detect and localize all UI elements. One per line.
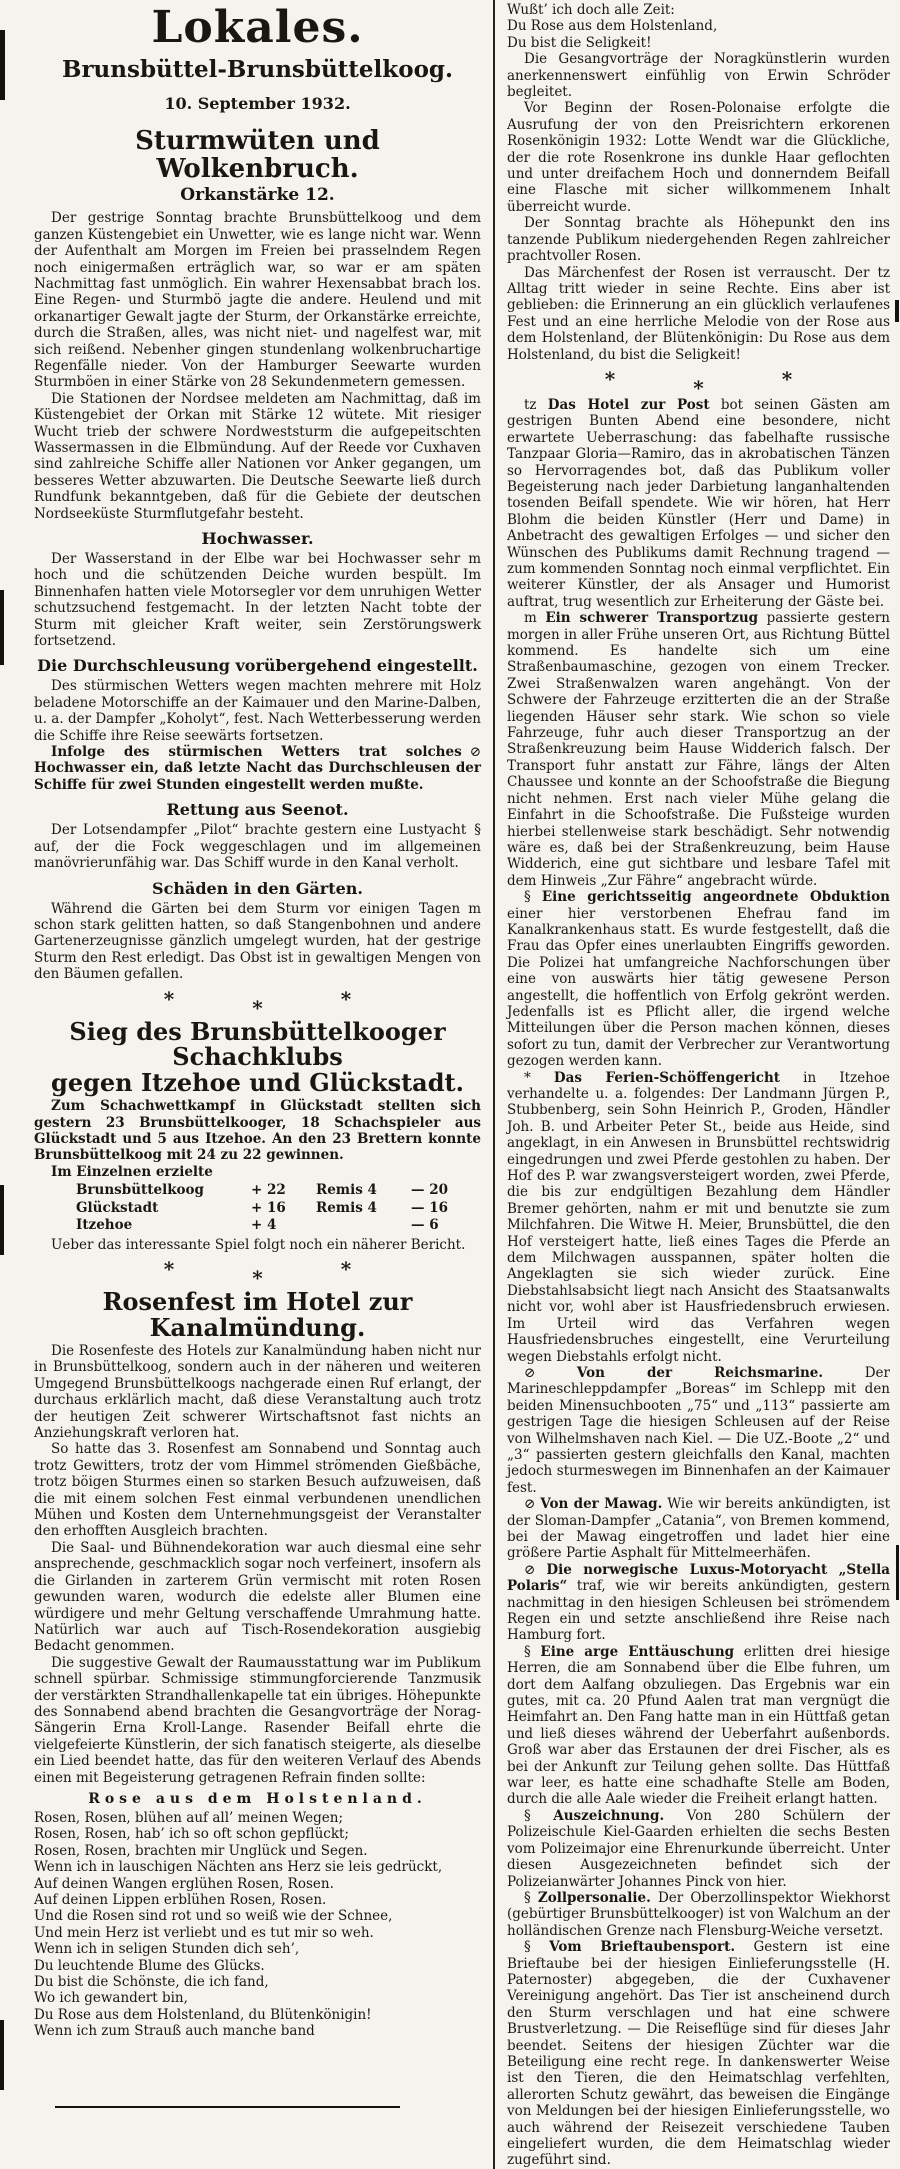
paragraph: § Der Lotsendampfer „Pilot“ brachte gestern eine Lustyacht auf, der die Fock weggeschlagen und im allgemeinen manövrierunfähig war. Das Schiff wurde in den Kanal verholt. [34, 822, 481, 872]
poem-line: Du Rose aus dem Holstenland, [507, 18, 718, 35]
table-row [34, 1200, 481, 1218]
draws: Remis 4 [316, 1199, 377, 1216]
asterisk: * [163, 1257, 175, 1282]
table-row [34, 1182, 481, 1200]
poem-line: Wußt’ ich doch alle Zeit: [507, 2, 675, 18]
poem-line: Wenn ich zum Strauß auch manche band [34, 2023, 315, 2040]
storm-subhead: Orkanstärke 12. [180, 185, 335, 206]
item-text: passierte gestern morgen in aller Frühe unseren Ort, aus Richtung Büttel kommend. Es handelte sich um eine Straßenbaumaschine, gezogen von einem Trecker. Zwei Straßenwalzen waren angehängt. Von der Schwere der Fahrzeuge erzitterten die an der Straße liegenden Häuser sehr stark. Wie schon so viele Fahrzeuge, fuhr auch dieser Transportzug an der Straßenkreuzung beim Hause Widderich falsch. Der Transport fuhr anstatt zur Fähre, längs der Alten Chaussee und konnte an der Schoofstraße die Biegung nicht nehmen. Erst nach vieler Mühe gelang die Einfahrt in die Schoofstraße. Die Fußsteige wurden hierbei stellenweise stark beschädigt. Sehr notwendig wäre es, daß bei der Straßenkreuzung, beim Hause Widderich, eine gut sichtbare und lesbare Tafel mit dem Hinweis „Zur Fähre“ angebracht würde. [507, 610, 890, 889]
scan-artifact [0, 2020, 4, 2090]
paragraph: Ueber das interessante Spiel folgt noch ein näherer Bericht. [51, 1236, 466, 1253]
poem-line: Du Rose aus dem Holstenland, du Blütenkönigin! [34, 2006, 372, 2023]
item-lead: Das Ferien-Schöffengericht [553, 1069, 781, 1086]
item-sign: § [524, 1643, 531, 1660]
wins: + 22 [251, 1182, 286, 1199]
paragraph: Vor Beginn der Rosen-Polonaise erfolgte die Ausrufung der von den Preisrichtern erkorenen Rosenkönigin 1932: Lotte Wendt war die Glückliche, der die rote Rosenkrone ins dunkle Haar geflochten und unter dreifachem Hoch und donnerndem Beifall eine Flasche mit sicher willkommenem Inhalt überreicht wurde. [507, 100, 890, 215]
item-text: Wie wir bereits ankündigten, ist der Sloman-Dampfer „Catania“, von Bremen kommend, bei der Mawag eingetroffen und ladet hier eine größere Partie Asphalt für Mittelmeerhäfen. [507, 1496, 890, 1562]
club-name: Glückstadt [76, 1199, 159, 1216]
item-lead: Auszeichnung. [553, 1807, 665, 1824]
item-sign: § [524, 889, 531, 906]
item-lead: Vom Brieftaubensport. [549, 1939, 736, 1956]
item-lead: Von der Mawag. [540, 1496, 663, 1513]
wins: + 16 [251, 1199, 286, 1216]
asterisk: * [340, 1257, 352, 1282]
asterisk: * [163, 986, 175, 1011]
news-item [507, 1365, 890, 1496]
poem-title: Rose aus dem Holstenland. [88, 1790, 427, 1807]
paragraph: Der gestrige Sonntag brachte Brunsbüttelkoog und dem ganzen Küstengebiet ein Unwetter, wie es lange nicht war. Wenn der Aufenthalt am Morgen im Freien bei prasselndem Regen noch einigermaßen erträglich war, so war er am späten Nachmittag fast unmöglich. Ein wahrer Hexensabbat brach los. Eine Regen- und Sturmbö jagte die andere. Heulend und mit orkanartiger Gewalt jagte der Sturm, der Orkanstärke erreichte, durch die Straßen, alles, was nicht niet- und nagelfest war, mit sich reißend. Nebenher gingen stundenlang wolkenbruchartige Regenfälle nieder. Von der Hamburger Seewarte wurden Sturmböen in einer Stärke von 28 Sekundenmetern gemessen. [34, 210, 481, 391]
asterisk: * [252, 995, 263, 1020]
table-row [34, 1217, 481, 1235]
paragraph: Die Saal- und Bühnendekoration war auch diesmal eine sehr ansprechende, geschmacklich sogar noch verfeinert, insofern als die Girlanden in zarterem Grün vermischt mit roten Rosen gewunden waren, wodurch die edelste aller Blumen eine würdigere und mehr Geltung verschaffende Umrahmung hatte. Natürlich war auch auf Tisch-Rosendekoration ausgiebig Bedacht genommen. [34, 1539, 481, 1655]
item-text: Von 280 Schülern der Polizeischule Kiel-Gaarden erhielten die sechs Besten vom Polizeimajor eine Ehrenurkunde überreicht. Unter diesen Ausgezeichneten befindet sich der Polizeianwärter Johannes Pinck von hier. [507, 1807, 890, 1890]
asterisk: * [781, 366, 793, 391]
poem-line: Wo ich gewandert bin, [34, 1990, 188, 2007]
chess-headline: Sieg des Brunsbüttelkooger Schachklubs gegen Itzehoe und Glückstadt. [51, 1016, 464, 1098]
paragraph: Die Stationen der Nordsee meldeten am Nachmittag, daß im Küstengebiet der Orkan mit Stärke 12 wütete. Mit riesiger Wucht trieb der schwere Nordweststurm die aufgepeitschten Wassermassen in die Elbmündung. Auf der Reede vor Cuxhaven sind zahlreiche Schiffe aller Nationen vor Anker gegangen, um besseres Wetter abzuwarten. Die Deutsche Seewarte ließ durch Rundfunk bekanntgeben, daß für die Gebiete der deutschen Nordseeküste Sturmflutgefahr besteht. [34, 390, 481, 522]
draws: Remis 4 [316, 1182, 377, 1199]
paragraph: Zum Schachwettkampf in Glückstadt stellten sich gestern 23 Brunsbüttelkooger, 18 Schachspieler aus Glückstadt und 5 aus Itzehoe. An den 23 Brettern konnte Brunsbüttelkoog mit 24 zu 22 gewinnen. [34, 1098, 481, 1164]
paragraph: Des stürmischen Wetters wegen machten mehrere mit Holz beladene Motorschiffe an der Kaimauer und den Marine-Dalben, u. a. der Dampfer „Koholyt“, fest. Nach Wetterbesserung werden die Schiffe ihre Reise seewärts fortsetzen. [34, 678, 481, 744]
club-name: Itzehoe [76, 1217, 133, 1234]
poem-line: Rosen, Rosen, blühen auf all’ meinen Wegen; [34, 1809, 344, 1826]
item-sign: § [524, 1807, 531, 1824]
paragraph: tz Das Märchenfest der Rosen ist verrauscht. Der Alltag tritt wieder in seine Rechte. Eins aber ist geblieben: die Erinnerung an ein glücklich verlaufenes Fest und an eine herrliche Melodie von der Rose aus dem Holstenland, der Blütenkönigin: Du Rose aus dem Holstenland, du bist die Seligkeit! [507, 264, 890, 363]
item-sign: ⊘ [524, 1364, 536, 1381]
wins: + 4 [251, 1217, 277, 1234]
asterisk-separator [34, 1257, 481, 1291]
correspondent-sign: ⊘ [469, 744, 481, 761]
rosenfest-headline: Rosenfest im Hotel zur Kanalmündung. [102, 1287, 413, 1343]
item-text: Der Oberzollinspektor Wiekhorst (gebürtiger Brunsbüttelkooger) ist von Walchum an der holländischen Grenze nach Flensburg-Weiche versetzt. [507, 1889, 891, 1939]
poem-line: Auf deinen Lippen erblühen Rosen, Rosen. [34, 1892, 327, 1909]
scan-artifact [0, 1185, 4, 1255]
storm-headline: Sturmwüten und Wolkenbruch. [135, 126, 380, 185]
draws [316, 1217, 411, 1235]
item-sign: m [524, 610, 537, 627]
news-item [507, 1644, 890, 1808]
scan-artifact [55, 2106, 400, 2108]
item-text: traf, wie wir bereits ankündigten, gestern nachmittag in den hiesigen Schleusen bei strömendem Regen ein und setzte anschließend ihre Reise nach Hamburg fort. [507, 1578, 890, 1644]
item-lead: Von der Reichsmarine. [576, 1364, 824, 1381]
item-sign: ⊘ [524, 1561, 536, 1578]
section-head-durchschleusung: Die Durchschleusung vorübergehend eingestellt. [37, 656, 478, 676]
item-lead: Eine gerichtsseitig angeordnete Obduktion [541, 889, 890, 906]
poem-line: Und die Rosen sind rot und so weiß wie der Schnee, [34, 1908, 393, 1925]
asterisk: * [252, 1266, 263, 1291]
paragraph: Die suggestive Gewalt der Raumausstattung war im Publikum schnell spürbar. Schmissige stimmungforcierende Tanzmusik der verstärkten Strandhallenkapelle tat ein übriges. Höhepunkte des Sonnabend abend brachten die Gesangvorträge der Norag-Sängerin Erna Kroll-Lange. Rasender Beifall ehrte die vielgefeierte Künstlerin, der sich fanatisch steigerte, als dieselbe ein Lied beendet hatte, das für den weiteren Verlauf des Abends einen mit Begeisterung getragenen Refrain finden sollte: [34, 1654, 481, 1786]
chess-results-table [34, 1182, 481, 1235]
item-sign: tz [524, 396, 537, 413]
news-item [507, 610, 890, 889]
poem-line: Und mein Herz ist verliebt und es tut mir so weh. [34, 1924, 374, 1941]
poem-line: Du bist die Schönste, die ich fand, [34, 1974, 269, 1991]
paragraph: Der Sonntag brachte als Höhepunkt den ins tanzende Publikum niedergehenden Regen zahlreicher prachtvoller Rosen. [507, 215, 890, 265]
news-item [507, 1939, 890, 2169]
item-text: einer hier verstorbenen Ehefrau fand im Kanalkrankenhaus statt. Es wurde festgestellt, daß die Frau das Opfer eines unerlaubten Eingriffs geworden. Die Polizei hat umfangreiche Nachforschungen über eine von auswärts hier tätig gewesene Person angestellt, die hoffentlich von Erfolg gekrönt werden. Jedenfalls ist es Pflicht aller, die irgend welche Mitteilungen über die Person machen können, dieses sofort zu tun, damit der Verbrecher zur Verantwortung gezogen werden kann. [507, 905, 890, 1070]
poem-line: Wenn ich in seligen Stunden dich seh’, [34, 1941, 300, 1958]
item-sign: § [524, 1939, 531, 1956]
poem-line: Auf deinen Wangen erglühen Rosen, Rosen. [34, 1875, 334, 1892]
scan-artifact [0, 30, 5, 100]
page-title: Lokales. [151, 2, 364, 53]
item-sign: ⊘ [524, 1496, 536, 1513]
item-sign: * [524, 1069, 531, 1086]
paragraph: m Der Wasserstand in der Elbe war bei Hochwasser sehr hoch und die schützenden Deiche wurden bespült. Im Binnenhafen hatten viele Motorsegler vor dem unruhigen Wetter schutzsuchend festgemacht. In der letzten Nacht tobte der Sturm mit gleicher Kraft weiter, sein Zerstörungswerk fortsetzend. [34, 551, 481, 650]
poem-line: Du leuchtende Blume des Glücks. [34, 1957, 265, 1974]
paragraph: So hatte das 3. Rosenfest am Sonnabend und Sonntag auch trotz Gewitters, trotz der vom Himmel strömenden Gießbäche, trotz böigen Sturmes einen so starken Besuch aufzuweisen, daß die mit einem solchen Fest einmal verbundenen unendlichen Mühen und Kosten dem Unternehmungsgeist der Veranstalter den erhofften Ausgleich brachten. [34, 1441, 481, 1540]
item-text: bot seinen Gästen am gestrigen Bunten Abend eine besondere, nicht erwartete Ueberraschung: das fabelhafte russische Tanzpaar Gloria—Ramiro, das in akrobatischen Tänzen so Hervorragendes bot, daß das Publikum voller Begeisterung nach jeder Darbietung langanhaltenden tosenden Beifall spendete. Wie wir hören, hat Herr Blohm die beiden Künstler (Herr und Dame) in Anbetracht des gewaltigen Erfolges — und sicher den Wünschen des Publikums damit Rechnung tragend — zum kommenden Sonntag noch einmal verpflichtet. Ein weiterer Künstler, der als Ansager und Humorist auftrat, trug wesentlich zur Erheiterung der Gäste bei. [507, 396, 891, 610]
item-lead: Ein schwerer Transportzug [545, 610, 759, 627]
item-lead: Das Hotel zur Post [547, 396, 710, 413]
item-lead: Die norwegische Luxus-Motoryacht „Stella Polaris“ [507, 1561, 891, 1595]
item-sign: § [524, 1889, 531, 1906]
correspondent-sign: m [468, 900, 481, 917]
masthead-date: 10. September 1932. [164, 94, 351, 114]
item-lead: Eine arge Enttäuschung [540, 1643, 735, 1660]
poem-line: Wenn ich in lauschigen Nächten ans Herz sie leis gedrückt, [34, 1859, 443, 1876]
section-head-hochwasser: Hochwasser. [201, 529, 314, 549]
asterisk-separator [507, 366, 890, 400]
news-item [507, 1890, 890, 1939]
asterisk: * [693, 375, 704, 400]
item-text: Der Marineschleppdampfer „Boreas“ im Schlepp mit den beiden Minensuchbooten „75“ und „113“ passierte am gestrigen Tage die hiesigen Schleusen auf der Reise von Wilhelmshaven nach Kiel. — Die UZ.-Boote „2“ und „3“ passierten gestern gleichfalls den Kanal, machten jedoch sturmeswegen im Binnenhafen an der Kaimauer fest. [507, 1364, 890, 1496]
news-item [507, 1070, 890, 1365]
losses: — 6 [411, 1217, 439, 1234]
news-item [507, 1496, 890, 1562]
scan-artifact [895, 300, 899, 322]
news-item [507, 889, 890, 1069]
paragraph: Die Rosenfeste des Hotels zur Kanalmündung haben nicht nur in Brunsbüttelkoog, sondern auch in der näheren und weiteren Umgegend Brunsbüttelkoogs nachgerade einen Ruf erlangt, der durchaus erklärlich macht, daß diese Veranstaltung auch trotz der heutigen Zeit schwerer Wirtschaftsnot fast nichts an Anziehungskraft verloren hat. [34, 1343, 481, 1442]
losses: — 16 [411, 1199, 448, 1216]
asterisk-separator [34, 986, 481, 1020]
masthead-subtitle: Brunsbüttel-Brunsbüttelkoog. [62, 56, 453, 83]
section-head-rettung: Rettung aus Seenot. [166, 800, 349, 820]
chess-table-intro: Im Einzelnen erzielte [51, 1163, 213, 1180]
poem [34, 1810, 481, 2040]
news-item [507, 1562, 890, 1644]
news-item [507, 397, 890, 610]
item-lead: Zollpersonalie. [537, 1889, 651, 1906]
poem-line: Du bist die Seligkeit! [507, 34, 652, 51]
club-name: Brunsbüttelkoog [76, 1182, 204, 1199]
item-text: in Itzehoe verhandelte u. a. folgendes: Der Landmann Jürgen P., Stubbenberg, sein Sohn Heinrich P., Groden, Händler Joh. B. und Arbeiter Peter St., beide aus Heide, sind angeklagt, in ein Anwesen in Brunsbüttel rechtswidrig eingedrungen und zwei Pferde gestohlen zu haben. Der Hof des P. war zwangsversteigert worden, zwei Pferde, die bis zur endgültigen Bezahlung dem Händler Bremer gehörten, nahm er mit und benutzte sie zum Milchfahren. Die Witwe H. Meier, Brunsbüttel, die den Hof versteigert hatte, ließ eines Tages die Pferde an dem Milchwagen ausspannen, später holten die Angeklagten sie sich wieder zurück. Eine Diebstahlsabsicht liegt nach Ansicht des Staatsanwalts nicht vor, wohl aber ist Hausfriedensbruch erwiesen. Im Urteil wird das Verfahren wegen Hausfriedensbruches eingestellt, eine Verurteilung wegen Diebstahls erfolgt nicht. [507, 1069, 890, 1365]
correspondent-sign: tz [877, 264, 890, 281]
right-column [493, 0, 900, 2169]
correspondent-sign: m [468, 551, 481, 568]
asterisk: * [340, 986, 352, 1011]
scan-artifact [896, 1545, 899, 1600]
news-item [507, 1808, 890, 1890]
item-text: erlitten drei hiesige Herren, die am Sonnabend über die Elbe fuhren, um dort dem Aalfang obzuliegen. Das Ergebnis war ein gutes, mit ca. 20 Pfund Aalen trat man vergnügt die Heimfahrt an. Den Fang hatte man in ein Hüttfaß getan und ließ dieses während der Ueberfahrt außenbords. Groß war aber das Erstaunen der drei Fischer, als es bei der Ankunft zur Teilung gehen sollte. Das Hüttfaß war leer, es hatte eine schadhafte Stelle am Boden, durch die alle Aale wieder die Freiheit erlangt hatten. [507, 1643, 891, 1808]
scan-artifact [0, 590, 4, 665]
poem-continuation [507, 2, 890, 51]
section-head-gaerten: Schäden in den Gärten. [152, 878, 363, 898]
correspondent-sign: § [474, 822, 481, 839]
poem-line: Rosen, Rosen, brachten mir Unglück und Segen. [34, 1842, 368, 1859]
paragraph: ⊘ Infolge des stürmischen Wetters trat solches Hochwasser ein, daß letzte Nacht das Durchschleusen der Schiffe für zwei Stunden eingestellt werden mußte. [34, 744, 481, 793]
losses: — 20 [411, 1182, 448, 1199]
paragraph: Die Gesangvorträge der Noragkünstlerin wurden anerkennenswert einfühlig von Erwin Schröder begleitet. [507, 51, 890, 101]
paragraph: m Während die Gärten bei dem Sturm vor einigen Tagen schon stark gelitten hatten, so daß Stangenbohnen und andere Gartenerzeugnisse gänzlich umgelegt wurden, hat der gestrige Sturm den Rest erledigt. Das Obst ist in gewaltigen Mengen von den Bäumen gefallen. [34, 900, 481, 983]
item-text: Gestern ist eine Brieftaube bei der hiesigen Einlieferungsstelle (H. Paternoster) abgegeben, die der Cuxhavener Vereinigung angehört. Das Tier ist anscheinend durch den Sturm verschlagen und hat eine schwere Brustverletzung. — Die Reiseflüge sind für dieses Jahr beendet. Seitens der hiesigen Züchter war die Beteiligung eine recht rege. In dankenswerter Weise ist den Tieren, die den Heimatschlag verfehlten, allerorten Schutz gewährt, das beweisen die Eingänge von Meldungen bei der hiesigen Einlieferungsstelle, wo auch während der Reisezeit verschiedene Tauben eingeliefert wurden, die dem Heimatschlag wieder zugeführt sind. [507, 1939, 891, 2169]
poem-line: Rosen, Rosen, hab’ ich so oft schon gepflückt; [34, 1826, 349, 1843]
asterisk: * [604, 366, 616, 391]
